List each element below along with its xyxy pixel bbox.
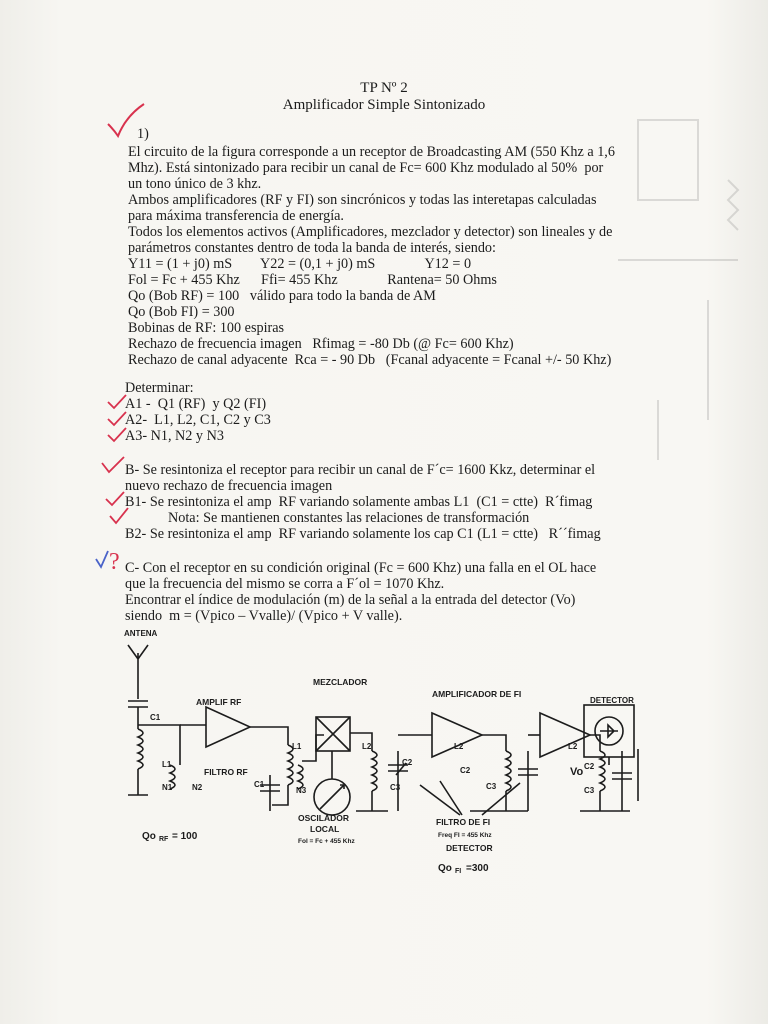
- text-line: Todos los elementos activos (Amplificadores, mezclador y detector) son lineales y de: [128, 224, 613, 240]
- c1-label: C1: [150, 713, 161, 722]
- text-line: El circuito de la figura corresponde a un receptor de Broadcasting AM (550 Khz a 1,6: [128, 144, 615, 160]
- text-line: para máxima transferencia de energía.: [128, 208, 344, 224]
- determinar-heading: Determinar:: [125, 380, 194, 396]
- question-a3: A3- N1, N2 y N3: [125, 428, 224, 444]
- qo-fi-sub: FI: [455, 868, 462, 875]
- question-b-note: Nota: Se mantienen constantes las relaciones de transformación: [168, 510, 530, 526]
- amplif-rf-label: AMPLIF RF: [196, 697, 242, 707]
- text-line: Fol = Fc + 455 Khz Ffi= 455 Khz Rantena= 50 Ohms: [128, 272, 497, 288]
- text-line: Y11 = (1 + j0) mS Y22 = (0,1 + j0) mS Y12 = 0: [128, 256, 472, 272]
- qo-rf-value: = 100: [172, 831, 198, 842]
- detector-top-label: DETECTOR: [590, 696, 634, 705]
- question-b: B- Se resintoniza el receptor para recibir un canal de F´c= 1600 Kkz, determinar el: [125, 462, 596, 478]
- text-line: un tono único de 3 khz.: [128, 176, 262, 192]
- qo-rf-sub: RF: [159, 836, 169, 843]
- question-c-cont: que la frecuencia del mismo se corra a F´ol = 1070 Khz.: [125, 576, 445, 592]
- c3-label: C3: [390, 783, 401, 792]
- l1-label: L1: [162, 760, 172, 769]
- question-b-cont: nuevo rechazo de frecuencia imagen: [125, 478, 333, 494]
- l2-label: L2: [568, 742, 578, 751]
- antenna-icon: [128, 645, 148, 683]
- c3-label: C3: [584, 786, 595, 795]
- l2-label: L2: [362, 742, 372, 751]
- text-line: Rechazo de canal adyacente Rca = - 90 Db (Fcanal adyacente = Fcanal +/- 50 Khz): [128, 352, 612, 368]
- circuit-diagram: [110, 625, 640, 885]
- n2-label: N2: [192, 783, 203, 792]
- freq-fi-label: Freq FI = 455 Khz: [438, 832, 492, 839]
- text-line: Rechazo de frecuencia imagen Rfimag = -80 Db (@ Fc= 600 Khz): [128, 336, 514, 352]
- filtro-fi-label: FILTRO DE FI: [436, 817, 491, 827]
- amplificador-fi-label: AMPLIFICADOR DE FI: [432, 689, 522, 699]
- text-line: Bobinas de RF: 100 espiras: [128, 320, 285, 336]
- question-a1: A1 - Q1 (RF) y Q2 (FI): [125, 396, 267, 412]
- text-line: parámetros constantes dentro de toda la banda de interés, siendo:: [128, 240, 496, 256]
- fol-formula-label: Fol = Fc + 455 Khz: [298, 838, 355, 845]
- oscilador-label: OSCILADOR: [298, 813, 349, 823]
- c2-label: C2: [402, 758, 413, 767]
- text-line: Mhz). Está sintonizado para recibir un canal de Fc= 600 Khz modulado al 50% por: [128, 160, 604, 176]
- vo-label: Vo: [570, 766, 584, 778]
- question-c-formula: siendo m = (Vpico – Vvalle)/ (Vpico + V valle).: [125, 608, 403, 624]
- c2-label: C2: [584, 762, 595, 771]
- antena-label: ANTENA: [124, 629, 158, 638]
- question-a2: A2- L1, L2, C1, C2 y C3: [125, 412, 271, 428]
- filtro-rf-label: FILTRO RF: [204, 767, 248, 777]
- qo-rf-prefix: Qo: [142, 831, 156, 842]
- check-mark-icon: [100, 455, 126, 475]
- problem-number: 1): [137, 126, 149, 142]
- svg-text:?: ?: [109, 549, 120, 575]
- document-subtitle: Amplificador Simple Sintonizado: [282, 97, 486, 113]
- l1-filter-label: L1: [292, 742, 302, 751]
- detector-bottom-label: DETECTOR: [446, 843, 493, 853]
- l2-label: L2: [454, 742, 464, 751]
- question-b2: B2- Se resintoniza el amp RF variando solamente los cap C1 (L1 = ctte) R´´fimag: [125, 526, 601, 542]
- text-line: Qo (Bob RF) = 100 válido para todo la banda de AM: [128, 288, 436, 304]
- c1-filter-label: C1: [254, 780, 265, 789]
- c2-label: C2: [460, 766, 471, 775]
- text-line: Ambos amplificadores (RF y FI) son sincrónicos y todas las interetapas calculadas: [128, 192, 597, 208]
- n3-label: N3: [296, 786, 307, 795]
- question-b1: B1- Se resintoniza el amp RF variando solamente ambas L1 (C1 = ctte) R´fimag: [125, 494, 593, 510]
- c3-label: C3: [486, 782, 497, 791]
- text-line: Qo (Bob FI) = 300: [128, 304, 235, 320]
- qo-fi-prefix: Qo: [438, 863, 452, 874]
- local-label: LOCAL: [310, 824, 340, 834]
- mezclador-label: MEZCLADOR: [313, 677, 368, 687]
- qo-fi-value: =300: [466, 863, 489, 874]
- question-c: C- Con el receptor en su condición original (Fc = 600 Khz) una falla en el OL hace: [125, 560, 597, 576]
- n1-label: N1: [162, 783, 173, 792]
- check-mark-icon: [104, 490, 126, 508]
- document-title: TP Nº 2: [360, 80, 408, 96]
- question-c-cont: Encontrar el índice de modulación (m) de la señal a la entrada del detector (Vo): [125, 592, 576, 608]
